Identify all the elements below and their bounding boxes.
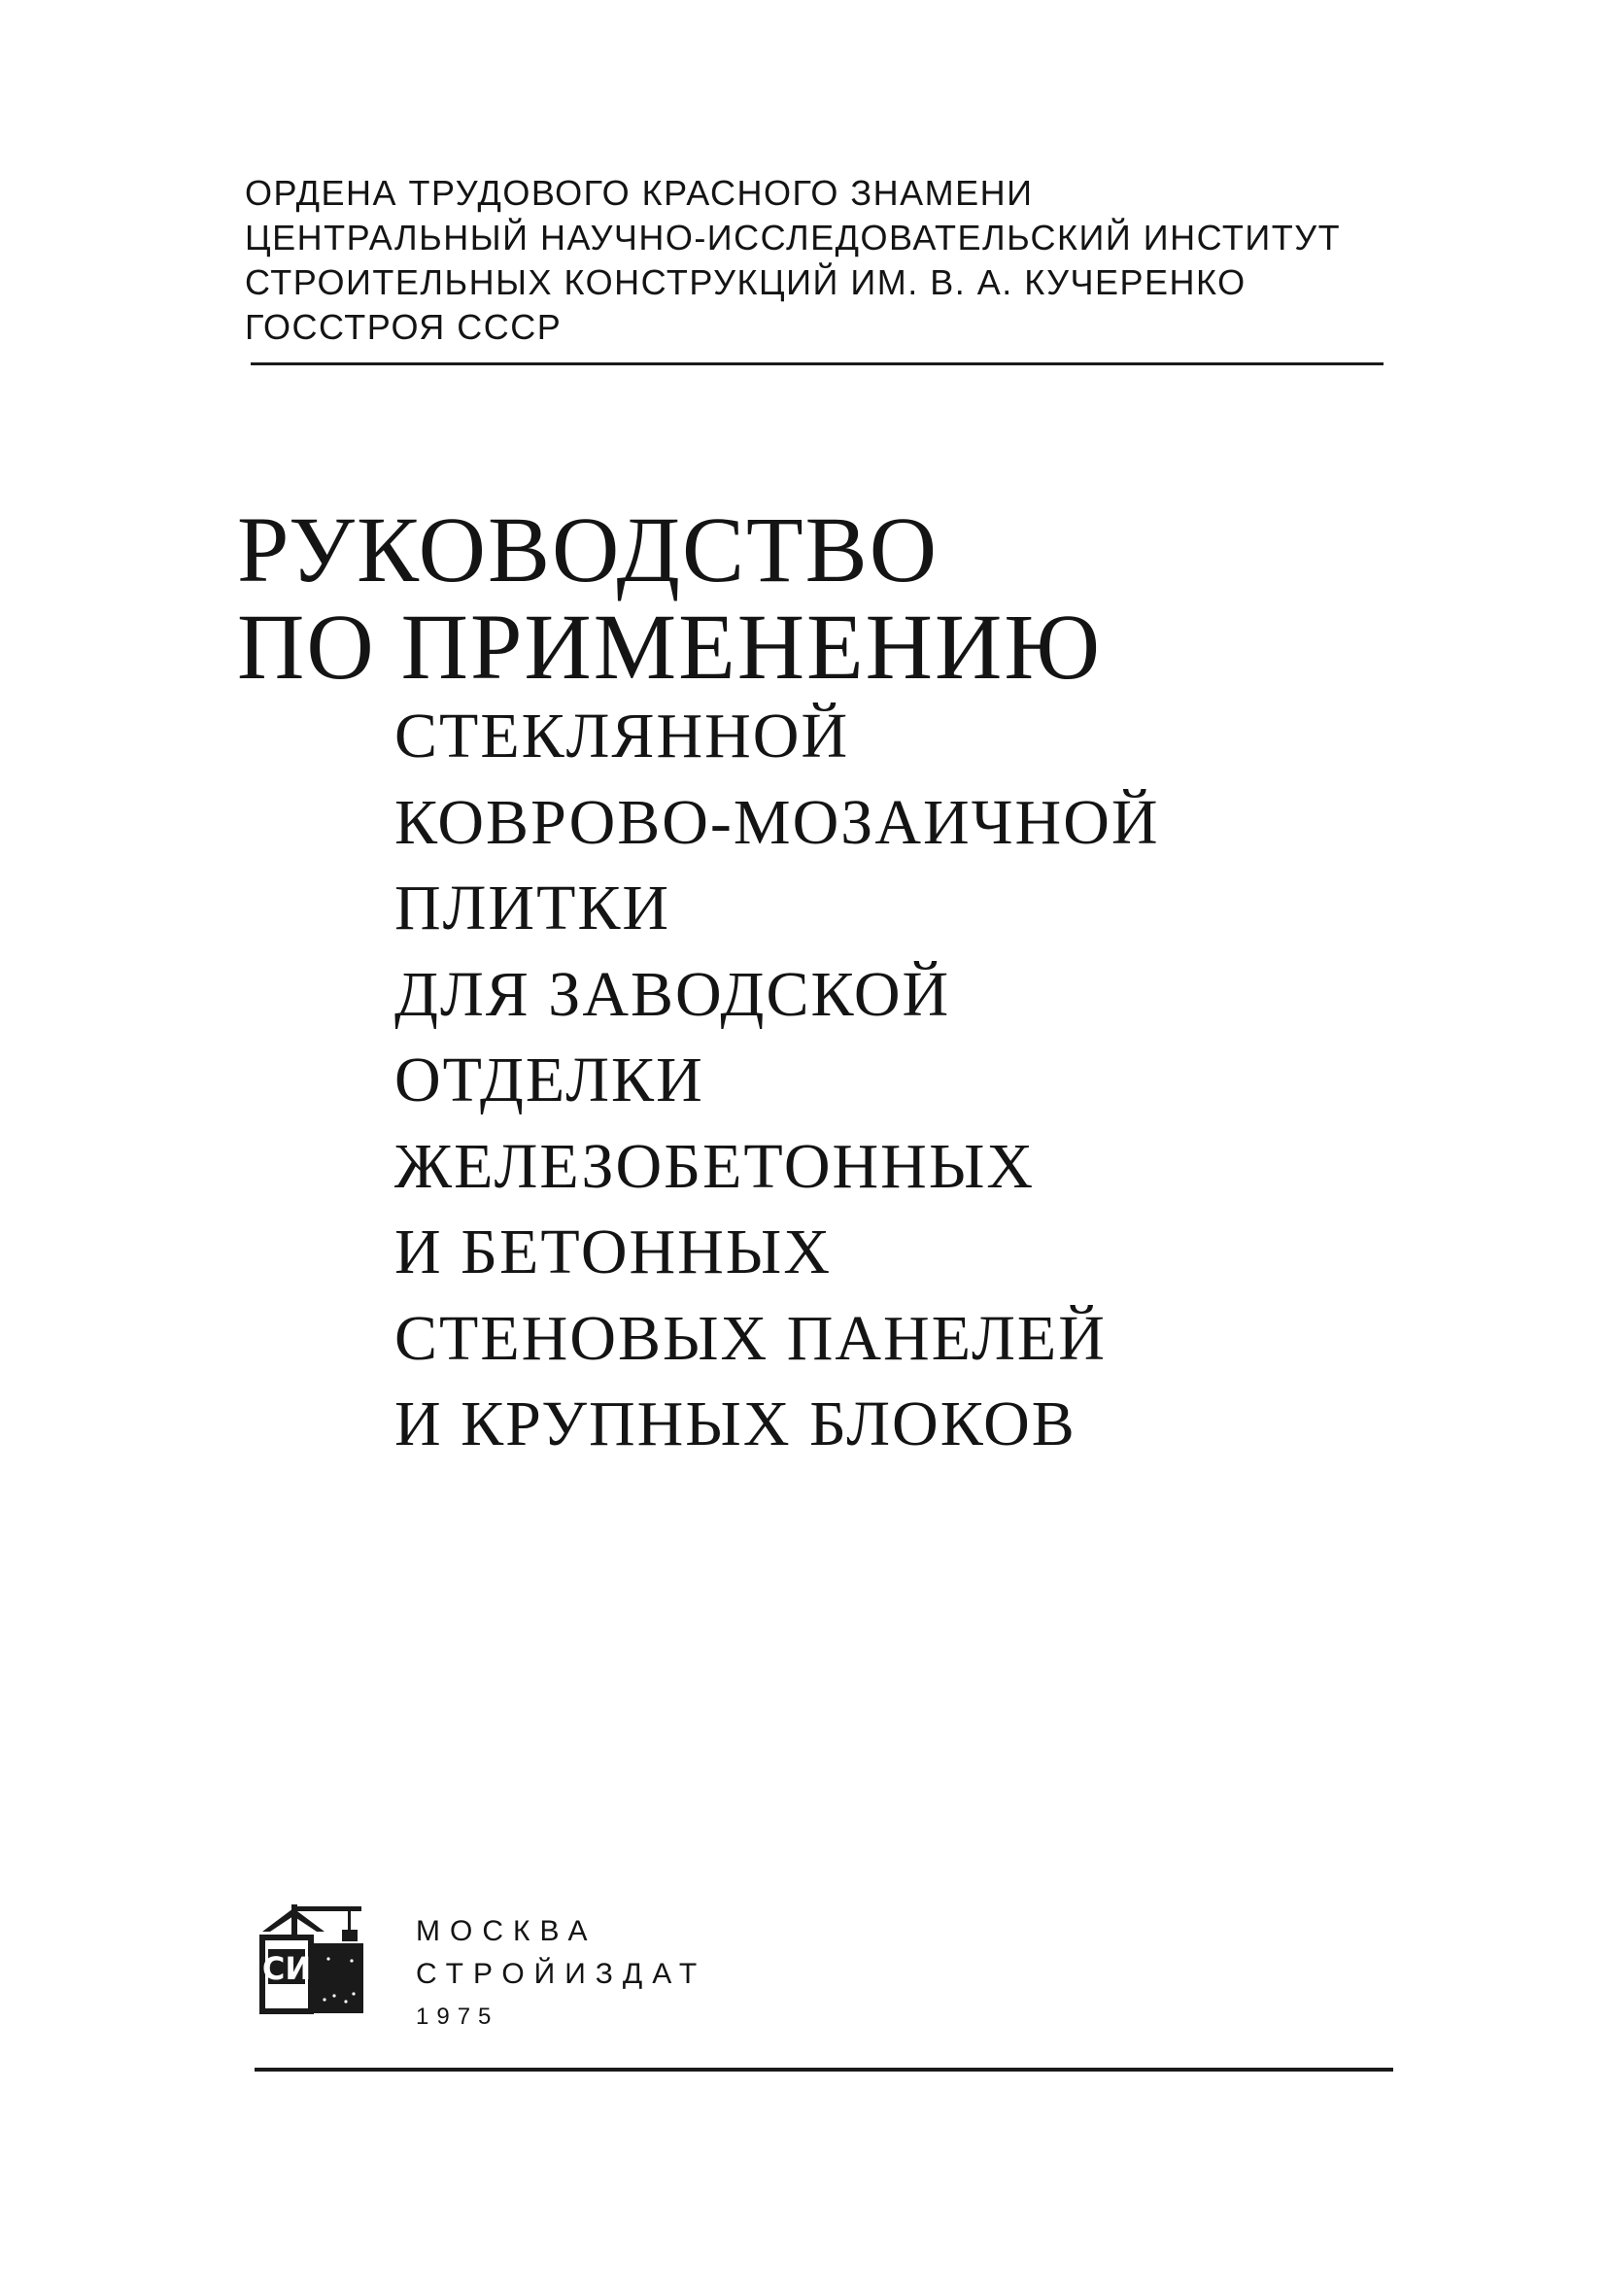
book-title-main — [237, 497, 1500, 699]
publisher-logo-icon — [255, 1902, 371, 2019]
institution-line: ЦЕНТРАЛЬНЫЙ НАУЧНО-ИССЛЕДОВАТЕЛЬСКИЙ ИНСТИТУТ — [245, 218, 1342, 257]
institution-line: ОРДЕНА ТРУДОВОГО КРАСНОГО ЗНАМЕНИ — [245, 173, 1034, 213]
book-title-sub — [394, 694, 1560, 1468]
subtitle-line: КОВРОВО-МОЗАИЧНОЙ — [394, 786, 1160, 858]
subtitle-line: И КРУПНЫХ БЛОКОВ — [394, 1388, 1076, 1459]
institution-line: СТРОИТЕЛЬНЫХ КОНСТРУКЦИЙ ИМ. В. А. КУЧЕРЕНКО — [245, 262, 1247, 302]
institution-header — [245, 171, 1411, 350]
publisher-city: МОСКВА — [416, 1915, 598, 1947]
publisher-imprint — [416, 1910, 706, 2039]
publisher-logo-letter: СИ — [261, 1950, 312, 1987]
publisher-name: СТРОЙИЗДАТ — [416, 1958, 707, 1990]
subtitle-line: СТЕКЛЯННОЙ — [394, 701, 850, 771]
title-line: РУКОВОДСТВО — [237, 497, 940, 601]
subtitle-line: СТЕНОВЫХ ПАНЕЛЕЙ — [394, 1302, 1107, 1374]
title-line: ПО ПРИМЕНЕНИЮ — [237, 595, 1102, 699]
subtitle-line: ПЛИТКИ — [394, 873, 671, 943]
subtitle-line: И БЕТОННЫХ — [394, 1217, 833, 1287]
subtitle-line: ОТДЕЛКИ — [394, 1045, 704, 1115]
subtitle-line: ДЛЯ ЗАВОДСКОЙ — [394, 958, 951, 1030]
institution-line: ГОССТРОЯ СССР — [245, 307, 563, 347]
footer-divider — [255, 2068, 1393, 2072]
header-divider — [251, 362, 1384, 365]
publication-year: 1975 — [416, 2004, 499, 2030]
subtitle-line: ЖЕЛЕЗОБЕТОННЫХ — [394, 1130, 1036, 1202]
